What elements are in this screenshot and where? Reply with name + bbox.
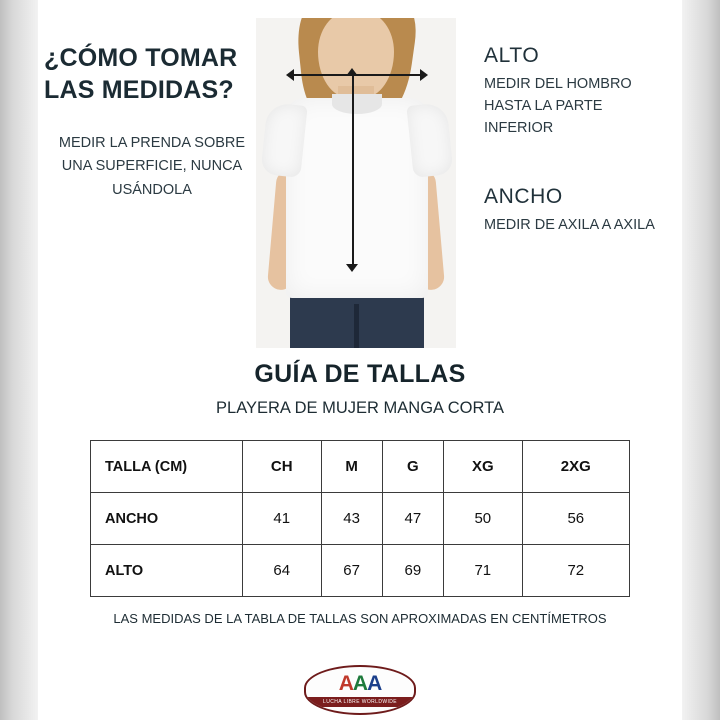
logo-letter-a-green: A [352,672,368,695]
right-gradient-bar [682,0,720,720]
footer [38,660,682,720]
aaa-logo [304,665,416,715]
page-title-line-2: LAS MEDIDAS? [44,76,234,104]
left-gradient-bar [0,0,38,720]
table-cell: 69 [382,545,443,597]
table-cell: 67 [321,545,382,597]
alto-block [484,44,674,139]
table-cell: 71 [444,545,523,597]
width-arrow-head-right [420,69,428,81]
content-canvas [38,0,682,720]
table-header-cell: CH [243,441,322,493]
how-to-measure-section [38,0,682,348]
size-guide-section [38,360,682,626]
size-guide-subtitle: PLAYERA DE MUJER MANGA CORTA [216,399,504,417]
table-header-cell: XG [444,441,523,493]
table-row [91,545,630,597]
table-header-cell: M [321,441,382,493]
table-header-row [91,441,630,493]
table-header-cell: TALLA (CM) [91,441,243,493]
width-arrow-head-left [286,69,294,81]
table-cell: 41 [243,493,322,545]
ancho-title: ANCHO [484,185,563,209]
page-title-line-1: ¿CÓMO TOMAR [44,44,238,72]
ancho-description: MEDIR DE AXILA A AXILA [484,217,655,234]
size-table [90,440,630,597]
model-jeans [290,290,424,348]
table-cell: 56 [522,493,629,545]
height-arrow-head-bottom [346,264,358,272]
measure-instructions: MEDIR LA PRENDA SOBRE UNA SUPERFICIE, NUNCA USÁNDOLA [58,135,246,198]
logo-letter-a-blue: A [367,672,382,695]
row-label: ANCHO [91,493,243,545]
table-cell: 50 [444,493,523,545]
height-arrow-head-top [346,68,358,76]
table-footnote: LAS MEDIDAS DE LA TABLA DE TALLAS SON APROXIMADAS EN CENTÍMETROS [113,611,607,626]
table-cell: 43 [321,493,382,545]
table-cell: 47 [382,493,443,545]
table-header-cell: G [382,441,443,493]
left-text-column [38,42,266,202]
logo-letters [339,673,382,694]
row-label: ALTO [91,545,243,597]
alto-title: ALTO [484,44,540,67]
right-text-column [484,44,674,237]
alto-description: MEDIR DEL HOMBRO HASTA LA PARTE INFERIOR [484,76,632,136]
table-header-cell: 2XG [522,441,629,493]
logo-caption: LUCHA LIBRE WORLDWIDE [306,697,414,707]
page-title [38,42,266,106]
table-cell: 64 [243,545,322,597]
table-cell: 72 [522,545,629,597]
ancho-block [484,185,674,237]
table-row [91,493,630,545]
logo-letter-a-red: A [338,672,353,695]
height-measure-line [352,76,354,266]
model-photo [256,18,456,348]
size-guide-title: GUÍA DE TALLAS [254,360,466,388]
